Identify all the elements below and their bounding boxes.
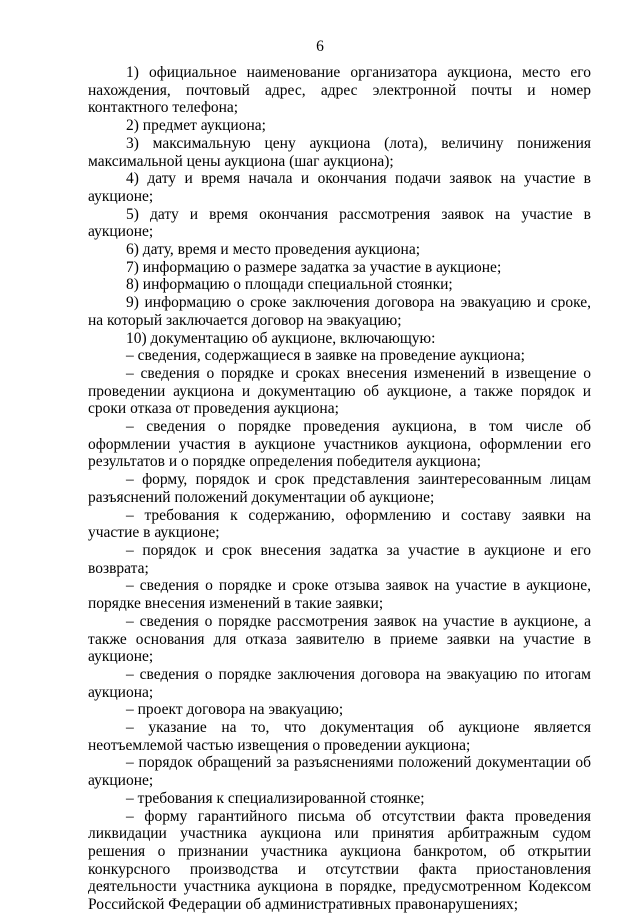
paragraph: 4) дату и время начала и окончания подачи заявок на участие в аукционе; [88,170,591,205]
paragraph: 3) максимальную цену аукциона (лота), величину понижения максимальной цены аукциона (шаг аукциона); [88,134,591,170]
paragraph: 5) дату и время окончания рассмотрения заявок на участие в аукционе; [88,205,591,241]
list-item: – сведения о порядке и сроке отзыва заявок на участие в аукционе, порядке внесения изменений в такие заявки; [88,577,591,613]
list-item: – сведения о порядке заключения договора на эвакуацию по итогам аукциона; [88,665,591,701]
list-item: – сведения о порядке и сроках внесения изменений в извещение о проведении аукциона и документацию об аукционе, а также порядок и сроки отказа от проведения аукциона; [88,364,591,418]
paragraph: 8) информацию о площади специальной стоянки; [126,276,453,294]
list-item: – порядок обращений за разъяснениями положений документации об аукционе; [88,754,591,790]
list-item: – форму гарантийного письма об отсутствии факта проведения ликвидации участника аукциона или принятия арбитражным судом решения о признании участника аукциона банкротом, об открытии конкурсного производства и отсутствии факта приостановления деятельности участника аукциона в порядке, предусмотренном Кодексом Российской Федерации об административных правонарушениях; [88,807,591,914]
paragraph: 6) дату, время и место проведения аукциона; [126,241,421,259]
document-body [88,64,591,914]
paragraph: 2) предмет аукциона; [126,117,266,135]
paragraph: 7) информацию о размере задатка за участие в аукционе; [126,258,502,276]
paragraph: 10) документацию об аукционе, включающую: [126,329,436,347]
list-item: – порядок и срок внесения задатка за участие в аукционе и его возврата; [88,541,591,577]
list-item: – сведения о порядке рассмотрения заявок на участие в аукционе, а также основания для отказа заявителю в приеме заявки на участие в аукционе; [88,612,591,666]
list-item: – сведения, содержащиеся в заявке на проведение аукциона; [126,347,525,365]
page-number: 6 [316,38,324,55]
list-item: – указание на то, что документация об аукционе является неотъемлемой частью извещения о проведении аукциона; [88,719,591,754]
paragraph: 1) официальное наименование организатора аукциона, место его нахождения, почтовый адрес, адрес электронной почты и номер контактного телефона; [88,64,591,117]
list-item: – требования к содержанию, оформлению и составу заявки на участие в аукционе; [88,506,591,542]
list-item: – требования к специализированной стоянке; [126,789,425,807]
list-item: – проект договора на эвакуацию; [126,701,344,719]
list-item: – форму, порядок и срок представления заинтересованным лицам разъяснений положений документации об аукционе; [88,471,591,506]
paragraph: 9) информацию о сроке заключения договора на эвакуацию и сроке, на который заключается договор на эвакуацию; [88,294,591,329]
list-item: – сведения о порядке проведения аукциона, в том числе об оформлении участия в аукционе участников аукциона, оформлении его результатов и о порядке определения победителя аукциона; [88,418,591,471]
